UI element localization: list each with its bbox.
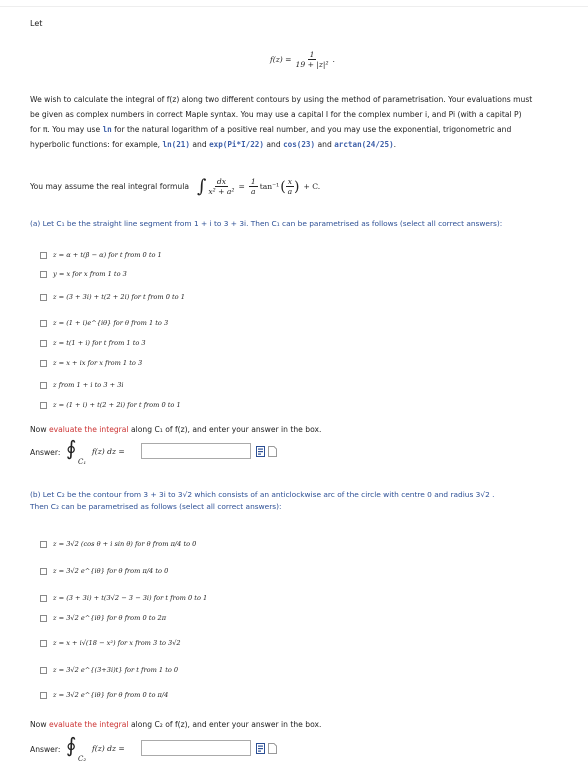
- part-a-answer-label: Answer:: [30, 448, 61, 457]
- instructions-line4: [30, 137, 580, 152]
- part-a-evaluate: [30, 425, 321, 434]
- part-a-integral-sign: ∮: [66, 436, 77, 460]
- part-b-prompt-1: (b) Let C₂ be the contour from 3 + 3i to 3√2 which consists of an anticlockwise arc of the circle with centre 0 and radius 3√2 .: [30, 490, 495, 499]
- part-a-option-label-4: z = (1 + i)e^{iθ} for θ from 1 to 3: [53, 319, 169, 327]
- line3-a: for π. You may use: [30, 125, 103, 134]
- and-1: and: [189, 140, 210, 149]
- part-b-prompt-2: Then C₂ can be parametrised as follows (select all correct answers):: [30, 502, 282, 511]
- part-a-checkbox-6[interactable]: [40, 360, 47, 367]
- part-b-checkbox-4[interactable]: [40, 615, 47, 622]
- part-a-option-label-6: z = x + ix for x from 1 to 3: [53, 359, 143, 367]
- integrand-den: x² + a²: [208, 187, 235, 196]
- part-a-checkbox-2[interactable]: [40, 271, 47, 278]
- example-exp: exp(Pi*I/22): [209, 140, 264, 149]
- part-b-evaluate: [30, 720, 321, 729]
- x-over-a-den: a: [287, 187, 293, 196]
- integral-sign: ∫: [196, 176, 207, 197]
- real-integral-text: You may assume the real integral formula: [30, 182, 189, 191]
- part-b-option-label-4: z = 3√2 e^{iθ} for θ from 0 to 2π: [53, 614, 167, 622]
- part-a-checkbox-3[interactable]: [40, 294, 47, 301]
- part-a-option-2[interactable]: [40, 268, 127, 280]
- part-a-option-label-5: z = t(1 + i) for t from 1 to 3: [53, 339, 146, 347]
- part-b-answer-input[interactable]: [141, 740, 251, 756]
- formula-f: [270, 50, 335, 69]
- part-b-option-4[interactable]: [40, 612, 166, 624]
- formula-f-lhs: f(z) =: [270, 55, 292, 64]
- part-b-integral-expr: f(z) dz =: [92, 744, 125, 753]
- part-a-option-label-7: z from 1 + i to 3 + 3i: [53, 381, 124, 389]
- example-arctan: arctan(24/25): [334, 140, 394, 149]
- plus-c: + C.: [303, 182, 321, 191]
- part-a-answer-input[interactable]: [141, 443, 251, 459]
- help-icon[interactable]: [268, 743, 277, 754]
- equals-sign: =: [238, 182, 245, 191]
- part-a-option-3[interactable]: [40, 291, 185, 303]
- part-b-option-label-3: z = (3 + 3i) + t(3√2 − 3 − 3i) for t from 0 to 1: [53, 594, 208, 602]
- help-icon[interactable]: [268, 446, 277, 457]
- part-a-checkbox-7[interactable]: [40, 382, 47, 389]
- one-over-a: [249, 177, 258, 196]
- preview-icon[interactable]: [256, 743, 265, 754]
- line3-ln: ln: [102, 125, 112, 134]
- part-a-evaluate-link[interactable]: evaluate the integral: [48, 425, 129, 434]
- part-b-option-1[interactable]: [40, 538, 196, 550]
- part-a-option-label-2: y = x for x from 1 to 3: [53, 270, 127, 278]
- instructions-line1: We wish to calculate the integral of f(z) along two different contours by using the method of parametrisation. Your evaluations must: [30, 95, 533, 104]
- part-b-checkbox-5[interactable]: [40, 640, 47, 647]
- part-b-answer-label: Answer:: [30, 745, 61, 754]
- and-3: and: [315, 140, 335, 149]
- part-b-checkbox-3[interactable]: [40, 595, 47, 602]
- part-b-option-label-5: z = x + i√(18 − x²) for x from 3 to 3√2: [53, 639, 181, 647]
- example-ln: ln(21): [162, 140, 190, 149]
- part-b-option-3[interactable]: [40, 592, 207, 604]
- part-b-checkbox-6[interactable]: [40, 667, 47, 674]
- part-a-option-6[interactable]: [40, 357, 142, 369]
- part-b-option-2[interactable]: [40, 565, 168, 577]
- line3-b: for the natural logarithm of a positive real number, and you may use the exponential, trigonometric and: [111, 125, 512, 134]
- part-b-now-rest: along C₂ of f(z), and enter your answer in the box.: [128, 720, 322, 729]
- part-a-now: Now: [30, 425, 49, 434]
- part-b-option-label-7: z = 3√2 e^{iθ} for θ from 0 to π/4: [53, 691, 169, 699]
- line4-a: hyperbolic functions: for example,: [30, 140, 163, 149]
- right-paren: ): [293, 178, 300, 195]
- part-b-evaluate-link[interactable]: evaluate the integral: [48, 720, 129, 729]
- part-b-now: Now: [30, 720, 49, 729]
- x-over-a-num: x: [287, 177, 292, 186]
- and-2: and: [263, 140, 284, 149]
- part-a-option-1[interactable]: [40, 249, 162, 261]
- one-over-a-den: a: [251, 187, 256, 196]
- part-a-option-8[interactable]: [40, 399, 181, 411]
- instructions-line2: be given as complex numbers in correct Maple syntax. You may use a capital I for the complex number i, and Pi (with a capital P): [30, 110, 522, 119]
- real-integral-formula: [30, 176, 320, 197]
- one-over-a-num: 1: [250, 177, 256, 186]
- part-a-checkbox-4[interactable]: [40, 320, 47, 327]
- formula-f-den: 19 + |z|²: [295, 60, 329, 69]
- example-cos: cos(23): [283, 140, 316, 149]
- part-b-option-label-2: z = 3√2 e^{iθ} for θ from π/4 to 0: [53, 567, 169, 575]
- formula-f-num: 1: [309, 50, 315, 59]
- part-a-option-label-1: z = α + t(β − α) for t from 0 to 1: [53, 251, 162, 259]
- x-over-a: [286, 177, 294, 196]
- line4-end: .: [393, 140, 397, 149]
- part-b-contour-label: C₂: [78, 755, 87, 763]
- part-b-option-7[interactable]: [40, 689, 168, 701]
- part-a-integral-expr: f(z) dz =: [92, 447, 125, 456]
- let-label: Let: [30, 19, 43, 28]
- part-a-option-4[interactable]: [40, 317, 168, 329]
- formula-f-fraction: [296, 50, 329, 69]
- instructions-line3: [30, 122, 580, 137]
- part-a-option-5[interactable]: [40, 337, 146, 349]
- part-b-integral-sign: ∮: [66, 733, 77, 757]
- formula-f-end: .: [332, 55, 335, 64]
- part-a-option-label-3: z = (3 + 3i) + t(2 + 2i) for t from 0 to 1: [53, 293, 185, 301]
- part-b-option-label-6: z = 3√2 e^{(3+3i)t} for t from 1 to 0: [53, 666, 179, 674]
- part-a-checkbox-5[interactable]: [40, 340, 47, 347]
- part-a-contour-label: C₁: [78, 458, 87, 466]
- part-b-checkbox-1[interactable]: [40, 541, 47, 548]
- part-a-now-rest: along C₁ of f(z), and enter your answer in the box.: [128, 425, 322, 434]
- part-b-option-6[interactable]: [40, 664, 178, 676]
- part-a-prompt: (a) Let C₁ be the straight line segment from 1 + i to 3 + 3i. Then C₁ can be parametrised as follows (select all correct answers):: [30, 219, 503, 228]
- part-a-checkbox-1[interactable]: [40, 252, 47, 259]
- part-b-option-5[interactable]: [40, 637, 181, 649]
- top-divider: [0, 6, 588, 7]
- part-a-option-7[interactable]: [40, 379, 124, 391]
- integrand-num: dx: [216, 177, 226, 186]
- left-paren: (: [280, 178, 286, 195]
- preview-icon[interactable]: [256, 446, 265, 457]
- part-a-option-label-8: z = (1 + i) + t(2 + 2i) for t from 0 to 1: [53, 401, 181, 409]
- instructions: [30, 92, 580, 152]
- part-b-checkbox-2[interactable]: [40, 568, 47, 575]
- part-b-checkbox-7[interactable]: [40, 692, 47, 699]
- integrand-fraction: [208, 177, 234, 196]
- part-a-checkbox-8[interactable]: [40, 402, 47, 409]
- arctan-text: tan⁻¹: [259, 182, 280, 191]
- part-b-option-label-1: z = 3√2 (cos θ + i sin θ) for θ from π/4 to 0: [53, 540, 197, 548]
